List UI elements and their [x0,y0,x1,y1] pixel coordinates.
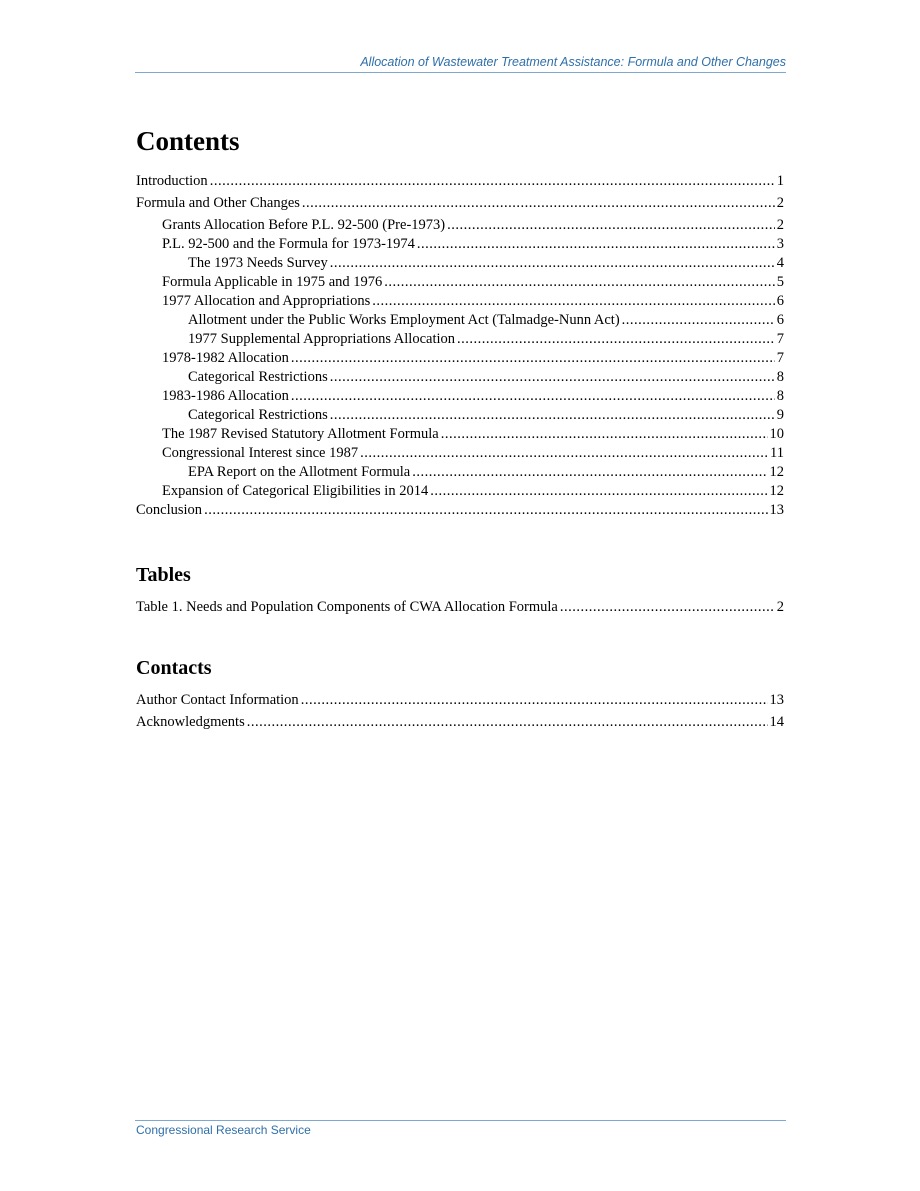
footer-organization: Congressional Research Service [136,1123,311,1137]
toc-entry-label: Table 1. Needs and Population Components of CWA Allocation Formula [136,599,558,615]
dot-leader [247,713,768,732]
toc-entry-page: 14 [769,714,784,730]
contents-list [136,172,784,520]
toc-entry-page: 13 [769,692,784,708]
toc-entry-label: 1983-1986 Allocation [162,388,289,404]
toc-entry-label: The 1987 Revised Statutory Allotment Formula [162,426,439,442]
toc-entry-label: Acknowledgments [136,714,245,730]
toc-entry[interactable] [136,273,784,292]
toc-entry-label: EPA Report on the Allotment Formula [188,464,411,480]
toc-entry-page: 4 [776,255,784,271]
toc-entry-page: 12 [769,483,784,499]
dot-leader [330,254,775,273]
toc-entry[interactable] [136,330,784,349]
toc-entry[interactable] [136,349,784,368]
footer-rule [135,1120,786,1121]
toc-entry-page: 2 [776,217,784,233]
contacts-heading: Contacts [136,657,212,679]
contacts-section [136,655,784,732]
toc-entry-label: Formula and Other Changes [136,195,300,211]
toc-entry[interactable] [136,368,784,387]
dot-leader [302,194,775,213]
dot-leader [412,463,767,482]
toc-entry-page: 5 [776,274,784,290]
toc-entry-label: 1978-1982 Allocation [162,350,289,366]
dot-leader [430,482,767,501]
toc-entry-label: The 1973 Needs Survey [188,255,328,271]
toc-entry-label: Allotment under the Public Works Employment Act (Talmadge-Nunn Act) [188,312,620,328]
toc-entry-page: 3 [776,236,784,252]
toc-entry-page: 9 [776,407,784,423]
toc-entry-page: 12 [769,464,784,480]
toc-entry[interactable] [136,292,784,311]
toc-entry-label: Congressional Interest since 1987 [162,445,359,461]
toc-entry-label: 1977 Supplemental Appropriations Allocation [188,331,456,347]
tables-section [136,562,784,617]
dot-leader [210,172,775,191]
dot-leader [560,598,775,617]
dot-leader [447,216,775,235]
dot-leader [457,330,775,349]
toc-entry[interactable] [136,311,784,330]
dot-leader [417,235,775,254]
running-header: Allocation of Wastewater Treatment Assistance: Formula and Other Changes [135,54,786,73]
toc-entry[interactable] [136,501,784,520]
toc-entry-label: Conclusion [136,502,203,518]
dot-leader [372,292,775,311]
toc-entry-label: Introduction [136,173,208,189]
toc-entry-label: 1977 Allocation and Appropriations [162,293,371,309]
toc-entry-page: 2 [776,195,784,211]
toc-entry-page: 2 [776,599,784,615]
toc-entry[interactable] [136,387,784,406]
toc-entry-label: P.L. 92-500 and the Formula for 1973-1974 [162,236,415,252]
toc-entry-page: 8 [776,388,784,404]
toc-entry-page: 1 [776,173,784,189]
toc-entry[interactable] [136,598,784,617]
toc-entry[interactable] [136,172,784,191]
dot-leader [330,368,775,387]
toc-entry-page: 11 [770,445,784,461]
contents-heading: Contents [136,126,240,156]
toc-entry-page: 7 [776,331,784,347]
dot-leader [384,273,774,292]
dot-leader [360,444,768,463]
toc-entry[interactable] [136,254,784,273]
toc-entry[interactable] [136,444,784,463]
toc-entry-page: 8 [776,369,784,385]
toc-entry[interactable] [136,406,784,425]
toc-entry[interactable] [136,216,784,235]
dot-leader [291,349,775,368]
toc-entry-label: Grants Allocation Before P.L. 92-500 (Pre-1973) [162,217,446,233]
toc-entry[interactable] [136,691,784,710]
dot-leader [622,311,775,330]
toc-entry-page: 7 [776,350,784,366]
toc-entry-label: Categorical Restrictions [188,369,328,385]
toc-entry[interactable] [136,482,784,501]
toc-entry-label: Formula Applicable in 1975 and 1976 [162,274,383,290]
dot-leader [441,425,768,444]
contacts-list [136,691,784,732]
toc-entry-page: 10 [769,426,784,442]
toc-entry[interactable] [136,463,784,482]
toc-entry-label: Expansion of Categorical Eligibilities in 2014 [162,483,429,499]
toc-entry-label: Categorical Restrictions [188,407,328,423]
toc-entry[interactable] [136,194,784,213]
dot-leader [301,691,768,710]
toc-entry[interactable] [136,235,784,254]
toc-entry-page: 6 [776,312,784,328]
toc-entry[interactable] [136,425,784,444]
dot-leader [291,387,775,406]
dot-leader [330,406,775,425]
tables-heading: Tables [136,564,191,586]
toc-entry-label: Author Contact Information [136,692,299,708]
toc-entry-page: 6 [776,293,784,309]
toc-entry[interactable] [136,713,784,732]
dot-leader [204,501,767,520]
tables-list [136,598,784,617]
table-of-contents [136,124,784,732]
toc-entry-page: 13 [769,502,784,518]
